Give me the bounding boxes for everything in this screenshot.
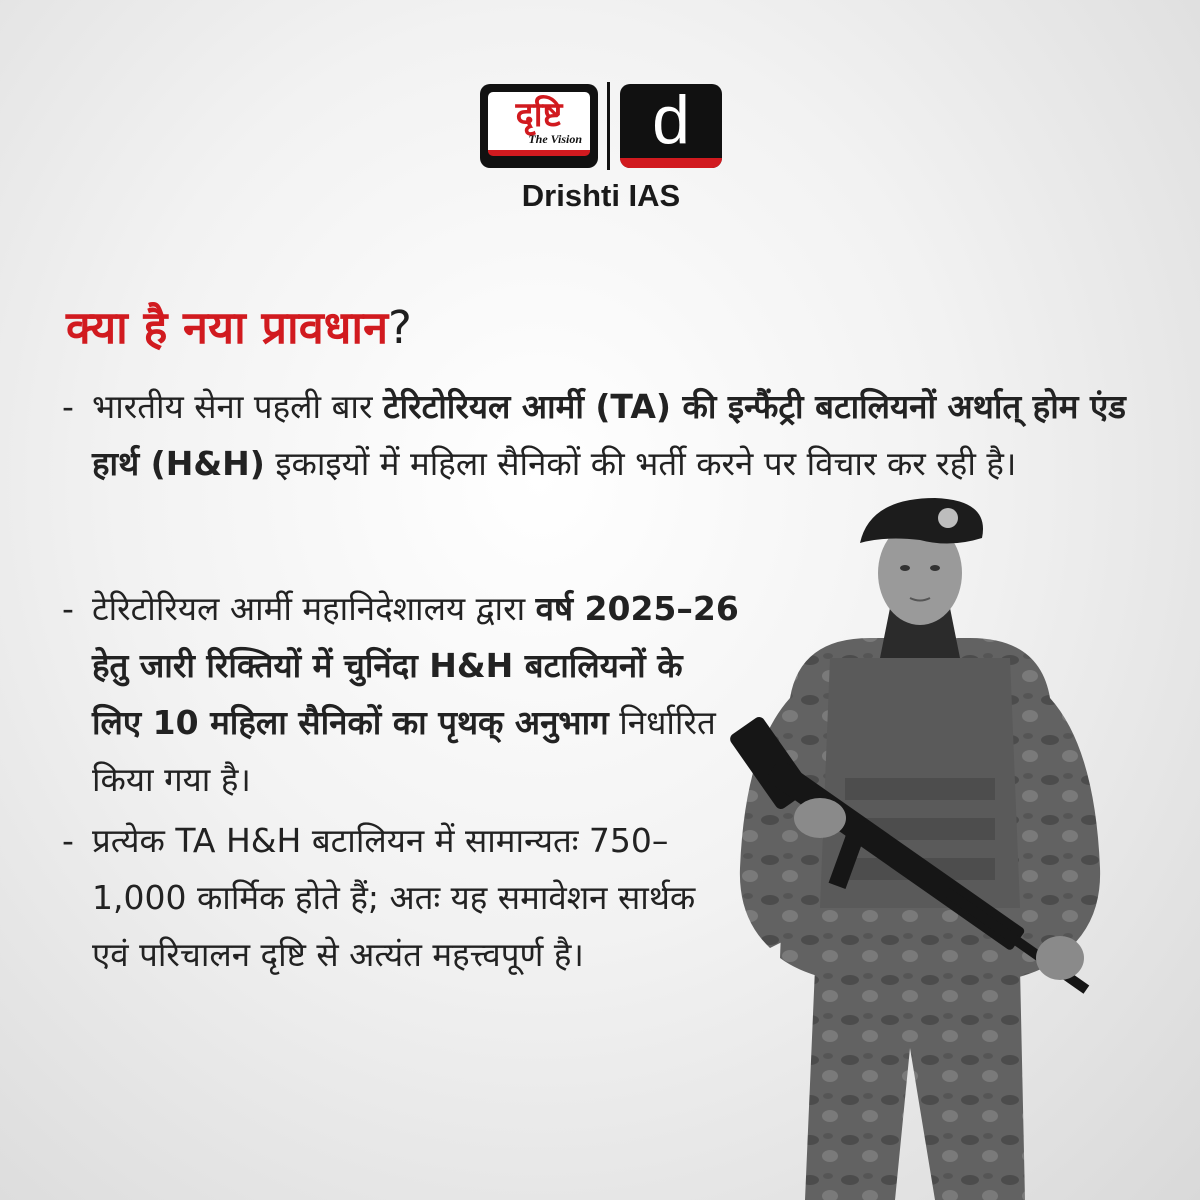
bullet-text bbox=[62, 812, 742, 983]
drishti-logo bbox=[476, 78, 726, 213]
bullet-text-bold: वर्ष 2025–26 हेतु जारी रिक्तियों में चुनिंदा H&H बटालियनों के लिए 10 महिला सैनिकों का पृथक् अनुभाग bbox=[92, 589, 739, 742]
bullet-dash: - bbox=[62, 387, 74, 426]
heading-question-mark: ? bbox=[388, 301, 412, 354]
bullet-text-regular: भारतीय सेना पहली बार bbox=[92, 387, 383, 426]
bullet-text-bold: टेरिटोरियल आर्मी (TA) की इन्फैंट्री बटालियनों अर्थात् होम एंड हार्थ (H&H) bbox=[92, 387, 1126, 483]
logo-tagline: The Vision bbox=[528, 132, 582, 146]
heading-text: क्या है नया प्रावधान bbox=[66, 301, 389, 354]
bullet-item-2 bbox=[62, 580, 742, 808]
section-heading bbox=[66, 296, 412, 357]
bullet-text-regular: प्रत्येक TA H&H बटालियन में सामान्यतः 750–1,000 कार्मिक होते हैं; अतः यह समावेशन सार्थक एवं परिचालन दृष्टि से अत्यंत महत्त्वपूर्ण है। bbox=[92, 821, 696, 974]
bullet-dash: - bbox=[62, 821, 74, 860]
bullet-item-3 bbox=[62, 812, 742, 983]
logo-divider bbox=[607, 82, 610, 170]
bullet-text bbox=[62, 378, 1142, 492]
bullet-dash: - bbox=[62, 589, 74, 628]
bullet-text bbox=[62, 580, 742, 808]
hindi-logo-badge bbox=[480, 84, 598, 168]
bullet-text-regular: टेरिटोरियल आर्मी महानिदेशालय द्वारा bbox=[92, 589, 536, 628]
bullet-text-regular: इकाइयों में महिला सैनिकों की भर्ती करने पर विचार कर रही है। bbox=[264, 444, 1017, 483]
logo-letter: d bbox=[652, 84, 690, 158]
soldier-illustration bbox=[720, 488, 1120, 1200]
bullet-text-regular: निर्धारित किया गया है। bbox=[92, 703, 716, 799]
d-logo-badge bbox=[620, 84, 722, 168]
brand-name: Drishti IAS bbox=[521, 178, 681, 213]
logo-hindi-word: दृष्टि bbox=[515, 95, 563, 135]
logo-red-bar bbox=[620, 158, 722, 168]
bullet-item-1 bbox=[62, 378, 1142, 492]
